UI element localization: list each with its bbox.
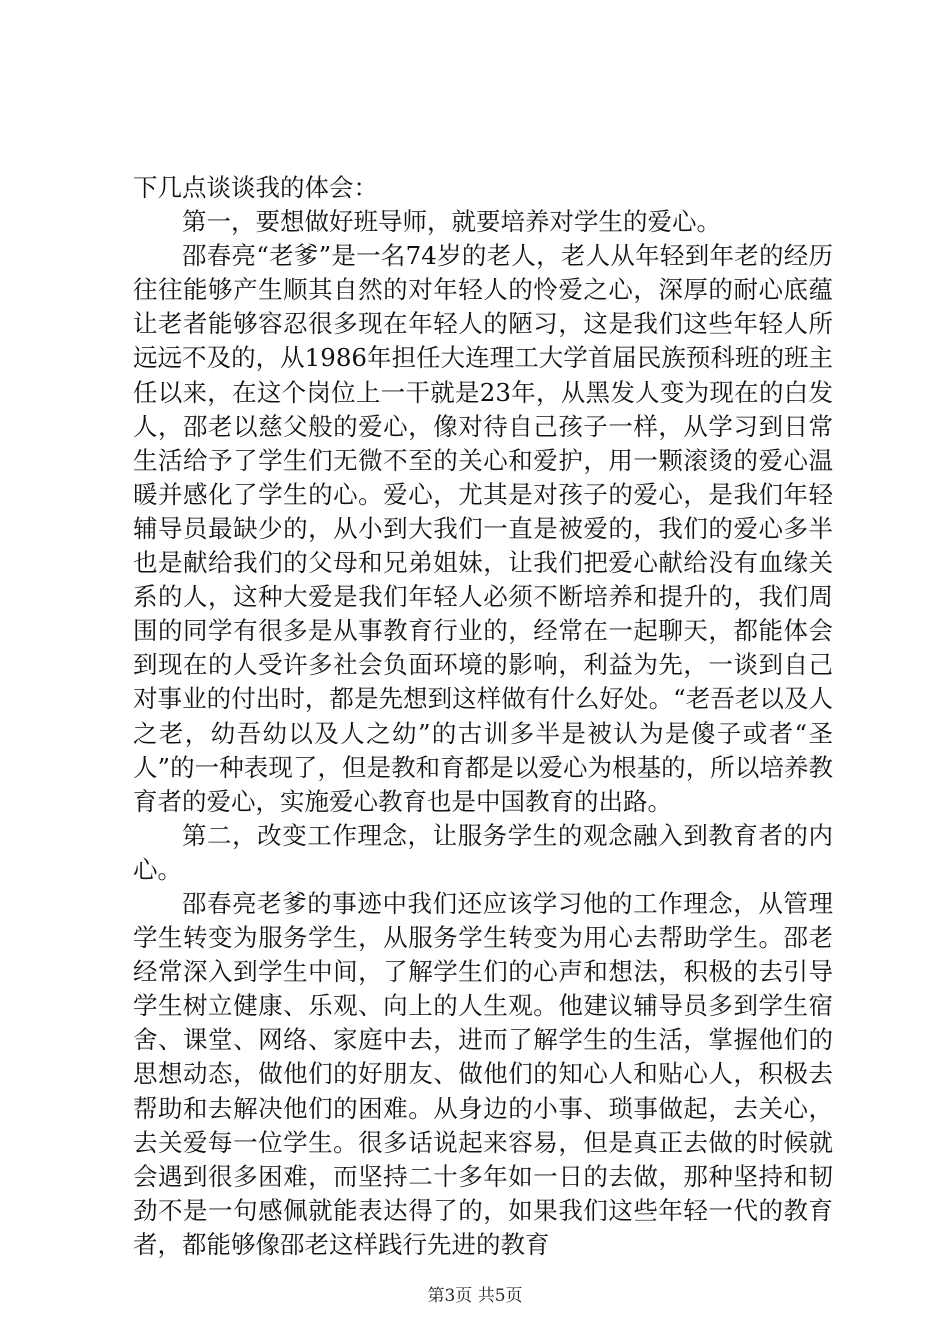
document-body	[133, 171, 833, 1262]
page-number-footer: 第3页 共5页	[427, 1286, 523, 1306]
paragraph-point-one-body: 邵春亮“老爹”是一名74岁的老人，老人从年轻到年老的经历往往能够产生顺其自然的对年轻人的怜爱之心，深厚的耐心底蕴让老者能够容忍很多现在年轻人的陋习，这是我们这些年轻人所远远不及的，从1986年担任大连理工大学首届民族预科班的班主任以来，在这个岗位上一干就是23年，从黑发人变为现在的白发人，邵老以慈父般的爱心，像对待自己孩子一样，从学习到日常生活给予了学生们无微不至的关心和爱护，用一颗滚烫的爱心温暖并感化了学生的心。爱心，尤其是对孩子的爱心，是我们年轻辅导员最缺少的，从小到大我们一直是被爱的，我们的爱心多半也是献给我们的父母和兄弟姐妹，让我们把爱心献给没有血缘关系的人，这种大爱是我们年轻人必须不断培养和提升的，我们周围的同学有很多是从事教育行业的，经常在一起聊天，都能体会到现在的人受许多社会负面环境的影响，利益为先，一谈到自己对事业的付出时，都是先想到这样做有什么好处。“老吾老以及人之老，幼吾幼以及人之幼”的古训多半是被认为是傻子或者“圣人”的一种表现了，但是教和育都是以爱心为根基的，所以培养教育者的爱心，实施爱心教育也是中国教育的出路。	[133, 241, 833, 816]
paragraph-point-two-body: 邵春亮老爹的事迹中我们还应该学习他的工作理念，从管理学生转变为服务学生，从服务学生转变为用心去帮助学生。邵老经常深入到学生中间，了解学生们的心声和想法，积极的去引导学生树立健康、乐观、向上的人生观。他建议辅导员多到学生宿舍、课堂、网络、家庭中去，进而了解学生的生活，掌握他们的思想动态，做他们的好朋友、做他们的知心人和贴心人，积极去帮助和去解决他们的困难。从身边的小事、琐事做起，去关心，去关爱每一位学生。很多话说起来容易，但是真正去做的时候就会遇到很多困难，而坚持二十多年如一日的去做，那种坚持和韧劲不是一句感佩就能表达得了的，如果我们这些年轻一代的教育者，都能够像邵老这样践行先进的教育	[133, 888, 833, 1259]
paragraph-point-one-heading: 第一，要想做好班导师，就要培养对学生的爱心。	[182, 207, 721, 237]
paragraph-point-two-heading: 第二，改变工作理念，让服务学生的观念融入到教育者的内心。	[133, 820, 833, 884]
paragraph-intro: 下几点谈谈我的体会：	[133, 173, 378, 202]
